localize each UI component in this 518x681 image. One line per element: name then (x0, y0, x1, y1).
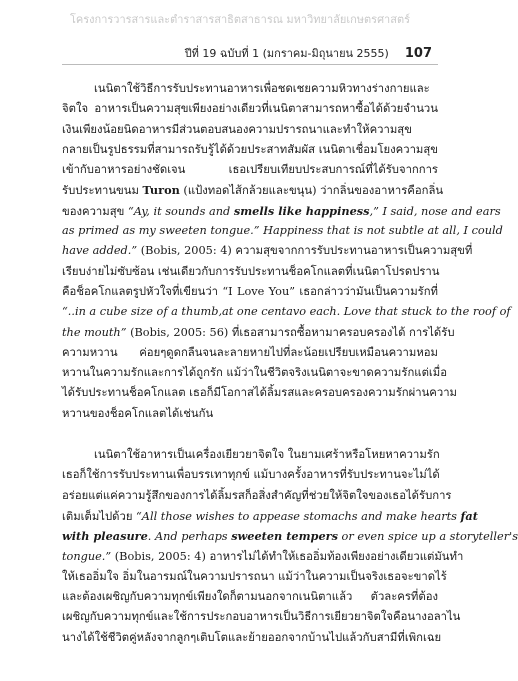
text-line (62, 526, 518, 546)
text-run: “Ay, it sounds and (127, 204, 234, 218)
text-line (62, 383, 457, 403)
text-line (62, 201, 501, 221)
text-run: or even spice up a storyteller's (337, 530, 518, 544)
text-line (62, 343, 438, 363)
text-line (62, 547, 464, 567)
text-run: หวานของช็อคโกแลตได้เช่นกัน (62, 406, 214, 420)
text-line (62, 404, 438, 424)
text-run: with pleasure (62, 529, 148, 544)
text-line (62, 282, 438, 302)
text-run: (แป้งทอดไส้กล้วยและขนุน) ว่ากลิ่นของอาหารคือกลิ่น (179, 184, 444, 198)
text-line (62, 363, 447, 383)
text-line (62, 628, 442, 648)
text-run: ความหวาน ค่อยๆดูดกลืนจนละลายหายไปที่ละน้อยเปรียบเหมือนความหอม (62, 345, 438, 359)
text-line (62, 607, 461, 627)
text-run: เงินเพียงน้อยนิดอาหารมีส่วนตอบสนองความปรารถนาและทำให้ความสุข (62, 122, 412, 136)
text-run: และต้องเผชิญกับความทุกข์เพียงใดก็ตามนอกจากเนนิตาแล้ว ตัวละครที่ต้อง (62, 590, 438, 604)
text-run: เธอก็ใช้การรับประทานเพื่อบรรเทาทุกข์ แม้บางครั้งอาหารที่รับประทานจะไม่ได้ (62, 468, 440, 482)
text-run: as primed as my sweeten tongue.” Happiness that is not subtle at all, I could (62, 224, 503, 238)
text-run: smells like happiness (233, 203, 370, 218)
page-number: 107 (404, 45, 432, 61)
text-line (62, 567, 447, 587)
text-run: (Bobis, 2005: 4) ความสุขจากการรับประทานอาหารเป็นความสุขที่ (137, 244, 473, 258)
text-run: (Bobis, 2005: 4) อาหารไม่ได้ทำให้เธออิ่มท้องเพียงอย่างเดียวแต่มันทำ (111, 549, 464, 563)
text-run: เติมเต็มไปด้วย (62, 509, 137, 523)
text-run: กลายเป็นรูปธรรมที่สามารถรับรู้ได้ด้วยประสาทสัมผัส เนนิตาเชื่อมโยงความสุข (62, 142, 438, 156)
text-run: เนนิตาใช้อาหารเป็นเครื่องเยียวยาจิตใจ ในยามเศร้าหรือโหยหาความรัก (94, 448, 440, 462)
article-body (62, 79, 518, 648)
page-header (185, 44, 432, 62)
text-run: tongue.” (62, 549, 112, 563)
text-run: รับประทานขนม (62, 184, 143, 198)
text-line (62, 486, 452, 506)
text-run: fat (460, 508, 478, 523)
issue-info: ปีที่ 19 ฉบับที่ 1 (มกราคม-มิถุนายน 2555) (184, 47, 389, 60)
text-run: (Bobis, 2005: 56) ที่เธอสามารถซื้อหามาครอบครองได้ การได้รับ (126, 325, 455, 339)
text-run: เผชิญกับความทุกข์และใช้การประกอบอาหารเป็นวิธีการเยียวยาจิตใจคือนางอลาไน (62, 610, 461, 624)
text-run: เข้ากับอาหารอย่างชัดเจน เธอเปรียบเทียบประสบการณ์ที่ได้รับจากการ (62, 163, 438, 177)
text-line (62, 99, 438, 119)
text-line (62, 445, 438, 465)
text-run: หวานในความรักและการได้ถูกรัก แม้ว่าในชีวิตจริงเนนิตาจะขาดความรักแต่เมื่อ (62, 366, 447, 380)
text-line (62, 160, 438, 180)
text-run: the mouth” (62, 325, 127, 339)
text-run: นางได้ใช้ชีวิตคู่หลังจากลูกๆเติบโตและย้ายออกจากบ้านไปแล้วกับสามีที่เพิกเฉย (62, 630, 442, 644)
text-line (62, 79, 438, 99)
text-run: ,” I said, nose and ears (369, 204, 501, 218)
journal-watermark: โครงการวารสารและตำราสารสาธิตสาธารณ มหาวิทยาลัยเกษตรศาสตร์ (70, 13, 410, 26)
text-line (62, 221, 503, 241)
paragraph (62, 445, 518, 648)
text-run: ได้รับประทานช็อคโกแลต เธอก็มีโอกาสได้ลิ้มรสและครอบครองความรักผ่านความ (62, 386, 457, 400)
text-line (62, 140, 438, 160)
text-run: ของความสุข (62, 204, 128, 218)
text-line (62, 587, 438, 607)
text-line (62, 262, 438, 282)
text-line (62, 241, 473, 261)
text-line (62, 465, 438, 485)
text-run: จิตใจ อาหารเป็นความสุขเพียงอย่างเดียวที่เนนิตาสามารถหาซื้อได้ด้วยจำนวน (62, 102, 438, 116)
text-line (62, 323, 455, 343)
text-run: . And perhaps (147, 530, 232, 544)
text-run: เรียบง่ายไม่ซับซ้อน เช่นเดียวกับการรับประทานช็อคโกแลตที่เนนิตาโปรดปราน (62, 264, 440, 278)
text-run: have added.” (62, 244, 138, 258)
text-run: ให้เธออิ่มใจ อิ่มในอารมณ์ในความปรารถนา แม้ว่าในความเป็นจริงเธอจะขาดไร้ (62, 569, 447, 583)
text-run: sweeten tempers (231, 529, 338, 544)
text-line (62, 302, 511, 322)
text-run: เนนิตาใช้วิธีการรับประทานอาหารเพื่อชดเชยความหิวทางร่างกายและ (94, 82, 430, 95)
paragraph (62, 79, 511, 424)
text-run: Turon (142, 183, 180, 198)
text-run: “..in a cube size of a thumb,at one centavo each. Love that stuck to the roof of (62, 305, 511, 319)
text-line (62, 506, 478, 526)
text-run: อร่อยแต่แค่ความรู้สึกของการได้ลิ้มรสก็อสิ่งสำคัญที่ช่วยให้จิตใจของเธอได้รับการ (62, 488, 452, 502)
text-run: คือช็อคโกแลตรูปหัวใจที่เขียนว่า “I Love You” เธอกล่าวว่ามันเป็นความรักที่ (62, 284, 438, 298)
text-line (62, 180, 444, 200)
text-run: “All those wishes to appease stomachs and make hearts (136, 509, 461, 523)
text-line (62, 120, 438, 140)
header-rule (62, 64, 438, 65)
